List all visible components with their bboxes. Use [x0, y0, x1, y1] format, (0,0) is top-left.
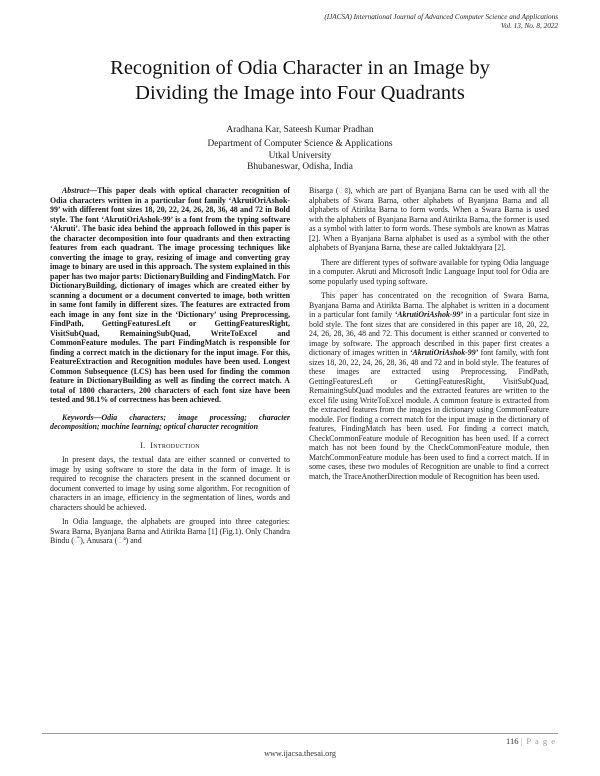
abstract: [50, 186, 290, 405]
page-label: | P a g e: [520, 736, 556, 746]
author-department: Department of Computer Science & Applications: [207, 139, 393, 150]
journal-header: [158, 13, 558, 31]
journal-name: (IJACSA) International Journal of Advanced Computer Science and Applications: [324, 13, 558, 21]
journal-volume: Vol. 13, No. 8, 2022: [500, 22, 558, 30]
journal-url: www.ijacsa.thesai.org: [264, 749, 336, 758]
section-heading-introduction: [50, 441, 290, 451]
right-paragraph-3: [309, 291, 549, 481]
right-p3-part-b: in a particular font size in bold style. The font sizes that are considered in this paper are 18, 20, 22, 24, 26, 28, 36, 48 and 72. This document is either scanned or converted to image by software. The approach described in this paper first creates a dictionary of images written in: [309, 310, 549, 357]
right-p3-part-a: This paper has concentrated on the recognition of Swara Barna, Byanjana Barna and Atirikta Barna. The alphabet is written in a document in a particular font family: [309, 291, 549, 319]
right-p1-start: Bisarga (: [309, 186, 339, 195]
page-number-value: 116: [506, 736, 519, 746]
right-p1-text: ), which are part of Byanjana Barna can be used with all the alphabets of Swara Barna, other alphabets of Byanjana Barna and all alphabets of Atirikta Barna to form words. When a Swara Barna is used with the alphabets of Byanjana Barna and Atirikta Barna, the former is used as a symbol with latter to form words. These symbols are known as Matras [2]. When a Byanjana Barna alphabet is used as a symbol with the other alphabets of Byanjana Barna, these are called Juktakhyara [2].: [309, 186, 549, 252]
title-line-2: Dividing the Image into Four Quadrants: [135, 82, 465, 104]
paper-title: [40, 56, 560, 106]
keywords-text: —Odia characters; image processing; character decomposition; machine learning; optical character recognition: [50, 412, 290, 431]
intro-p2-mid: ), Anusara (: [80, 536, 118, 545]
intro-paragraph-2: [50, 517, 290, 546]
right-column: [309, 186, 549, 486]
abstract-text: —This paper deals with optical character recognition of Odia characters written in a particular font family ‘AkrutiOriAshok-99’ with different font sizes 18, 20, 22, 24, 26, 28, 36, 48 and 72 in Bold style. The font ‘AkrutiOriAshok-99’ is a font from the typing software ‘Akruti’. The basic idea behind the approach followed in this paper is the character decomposition into four quadrants and then extracting features from each quadrant. The image processing techniques like converting the image to gray, resizing of image and converting gray image to binary are used in this approach. The system explained in this paper has two major parts: DictionaryBuilding and FindingMatch. For DictionaryBuilding, dictionary of images which are created either by scanning a document or a document converted to image, both written in same font family in different sizes. The features are extracted from each image in any font size in the ‘Dictionary’ using Preprocessing, FindPath, GettingFeaturesLeft or GettingFeaturesRight, VisitSubQuad, RemainingSubQuad, WriteToExcel and CommonFeature modules. The part FindingMatch is responsible for finding a correct match in the dictionary for the input image. For this, FeatureExtraction and Recognition modules have been used. Longest Common Subsequence (LCS) has been used for finding the common feature in DictionaryBuilding as well as finding the correct match. A total of 1800 characters, 200 characters of each font size have been tested and 98.1% of correctness has been achieved.: [50, 186, 290, 404]
title-line-1: Recognition of Odia Character in an Image by: [110, 57, 490, 79]
author-university: Utkal University: [268, 150, 332, 161]
keywords: [50, 413, 290, 432]
author-location: Bhubaneswar, Odisha, India: [247, 161, 353, 172]
author-block: [60, 125, 540, 173]
abstract-label: Abstract: [62, 186, 90, 195]
intro-p2-text: In Odia language, the alphabets are grouped into three categories: Swara Barna, Byanjana Barna and Atirikta Barna [1] (Fig.1). Only Chandra Bindu (: [50, 517, 290, 545]
section-title: Introduction: [150, 440, 200, 450]
page-number: [506, 736, 556, 746]
author-names: Aradhana Kar, Sateesh Kumar Pradhan: [226, 125, 374, 135]
chandra-bindu-glyph: ଁ: [73, 536, 81, 545]
anusara-glyph: ଂ: [117, 536, 126, 545]
font-name-2: ‘AkrutiOriAshok-99’: [409, 348, 479, 357]
keywords-label: Keywords: [62, 412, 94, 422]
font-name-1: ‘AkrutiOriAshok-99’: [394, 310, 464, 319]
section-number: I.: [140, 440, 146, 450]
footer-rule: [42, 733, 558, 734]
intro-p2-end: ) and: [125, 536, 142, 545]
right-p3-part-c: font family, with font sizes 18, 20, 22, 24, 26, 28, 36, 48 and 72 and in bold style. The features of these images are extracted using Preprocessing, FindPath, GettingFeaturesLeft or GettingFeaturesRight, VisitSubQuad, RemainingSubQuad modules and the extracted features are written to the excel file using WriteToExcel module. A common feature is extracted from the extracted features from the images in dictionary using CommonFeature module. For finding a correct match for the input image in the dictionary of features, FindingMatch has been used. For finding a correct match, CheckCommonFeature module of Recognition has been used. If a correct match has not been found by the CheckCommonFeature module, then MatchCommonFeature module has been used to find a correct match. If in some cases, these two modules of Recognition are unable to find a correct match, the TraceAnotherDirection module of Recognition has been used.: [309, 348, 549, 481]
right-paragraph-1: [309, 186, 549, 253]
intro-paragraph-1: In present days, the textual data are either scanned or converted to image by using software to store the data in the form of image. It is required to recognise the characters present in the scanned document or document converted to image by using some algorithm. For recognition of characters in an image, efficiency in the segmentation of lines, words and characters should be achieved.: [50, 455, 290, 512]
right-paragraph-2: There are different types of software available for typing Odia language in a computer. Akruti and Microsoft Indic Language Input tool for Odia are some popularly used typing software.: [309, 257, 549, 286]
bisarga-glyph: ଃ: [338, 186, 349, 195]
left-column: [50, 186, 290, 551]
